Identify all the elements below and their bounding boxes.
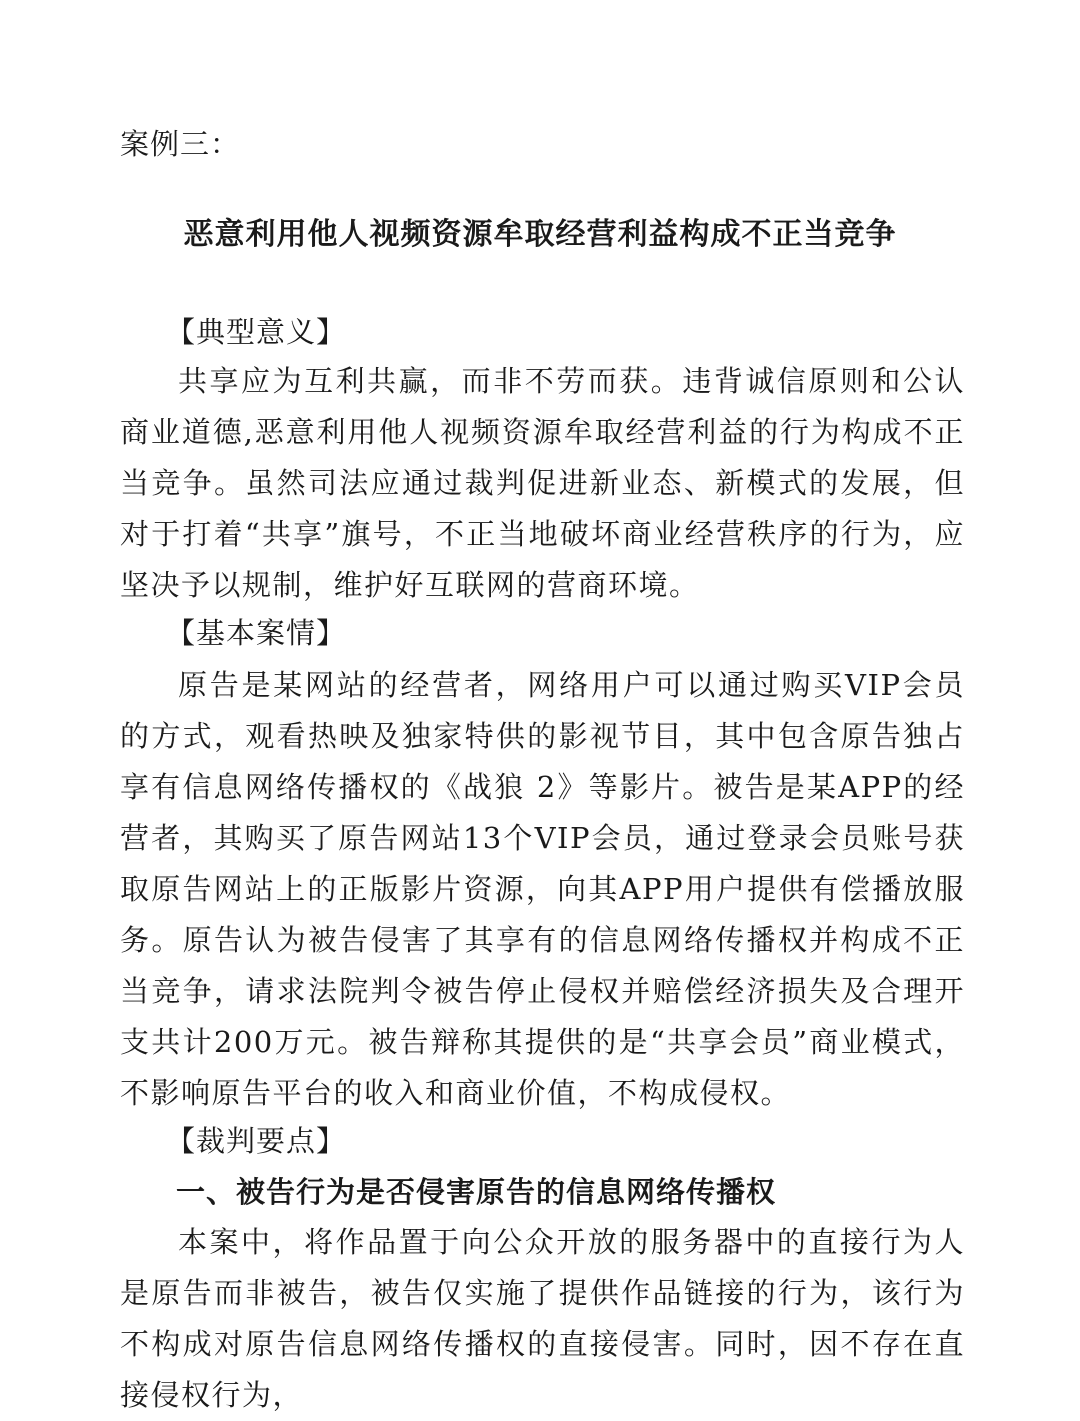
document-title: 恶意利用他人视频资源牟取经营利益构成不正当竞争 xyxy=(183,217,897,252)
judgment-paragraph: 本案中，将作品置于向公众开放的服务器中的直接行为人是原告而非被告，被告仅实施了提供作品链接的行为，该行为不构成对原告信息网络传播权的直接侵害。同时，因不存在直接侵权行为， xyxy=(120,1225,965,1412)
section-heading-significance: 【典型意义】 xyxy=(166,315,347,349)
facts-paragraph: 原告是某网站的经营者，网络用户可以通过购买VIP会员的方式，观看热映及独家特供的影视节目，其中包含原告独占享有信息网络传播权的《战狼 2》等影片。被告是某APP的经营者，其购买了原告网站13个VIP会员，通过登录会员账号获取原告网站上的正版影片资源，向其APP用户提供有偿播放服务。原告认为被告侵害了其享有的信息网络传播权并构成不正当竞争，请求法院判令被告停止侵权并赔偿经济损失及合理开支共计200万元。被告辩称其提供的是“共享会员”商业模式，不影响原告平台的收入和商业价值，不构成侵权。 xyxy=(120,668,965,1110)
significance-paragraph: 共享应为互利共赢，而非不劳而获。违背诚信原则和公认商业道德,恶意利用他人视频资源牟取经营利益的行为构成不正当竞争。虽然司法应通过裁判促进新业态、新模式的发展，但对于打着“共享”旗号，不正当地破坏商业经营秩序的行为，应坚决予以规制，维护好互联网的营商环境。 xyxy=(120,364,965,602)
section-heading-judgment: 【裁判要点】 xyxy=(166,1124,347,1158)
case-label: 案例三： xyxy=(120,127,241,161)
section-heading-facts: 【基本案情】 xyxy=(166,616,347,650)
judgment-subheading: 一、被告行为是否侵害原告的信息网络传播权 xyxy=(176,1175,777,1209)
